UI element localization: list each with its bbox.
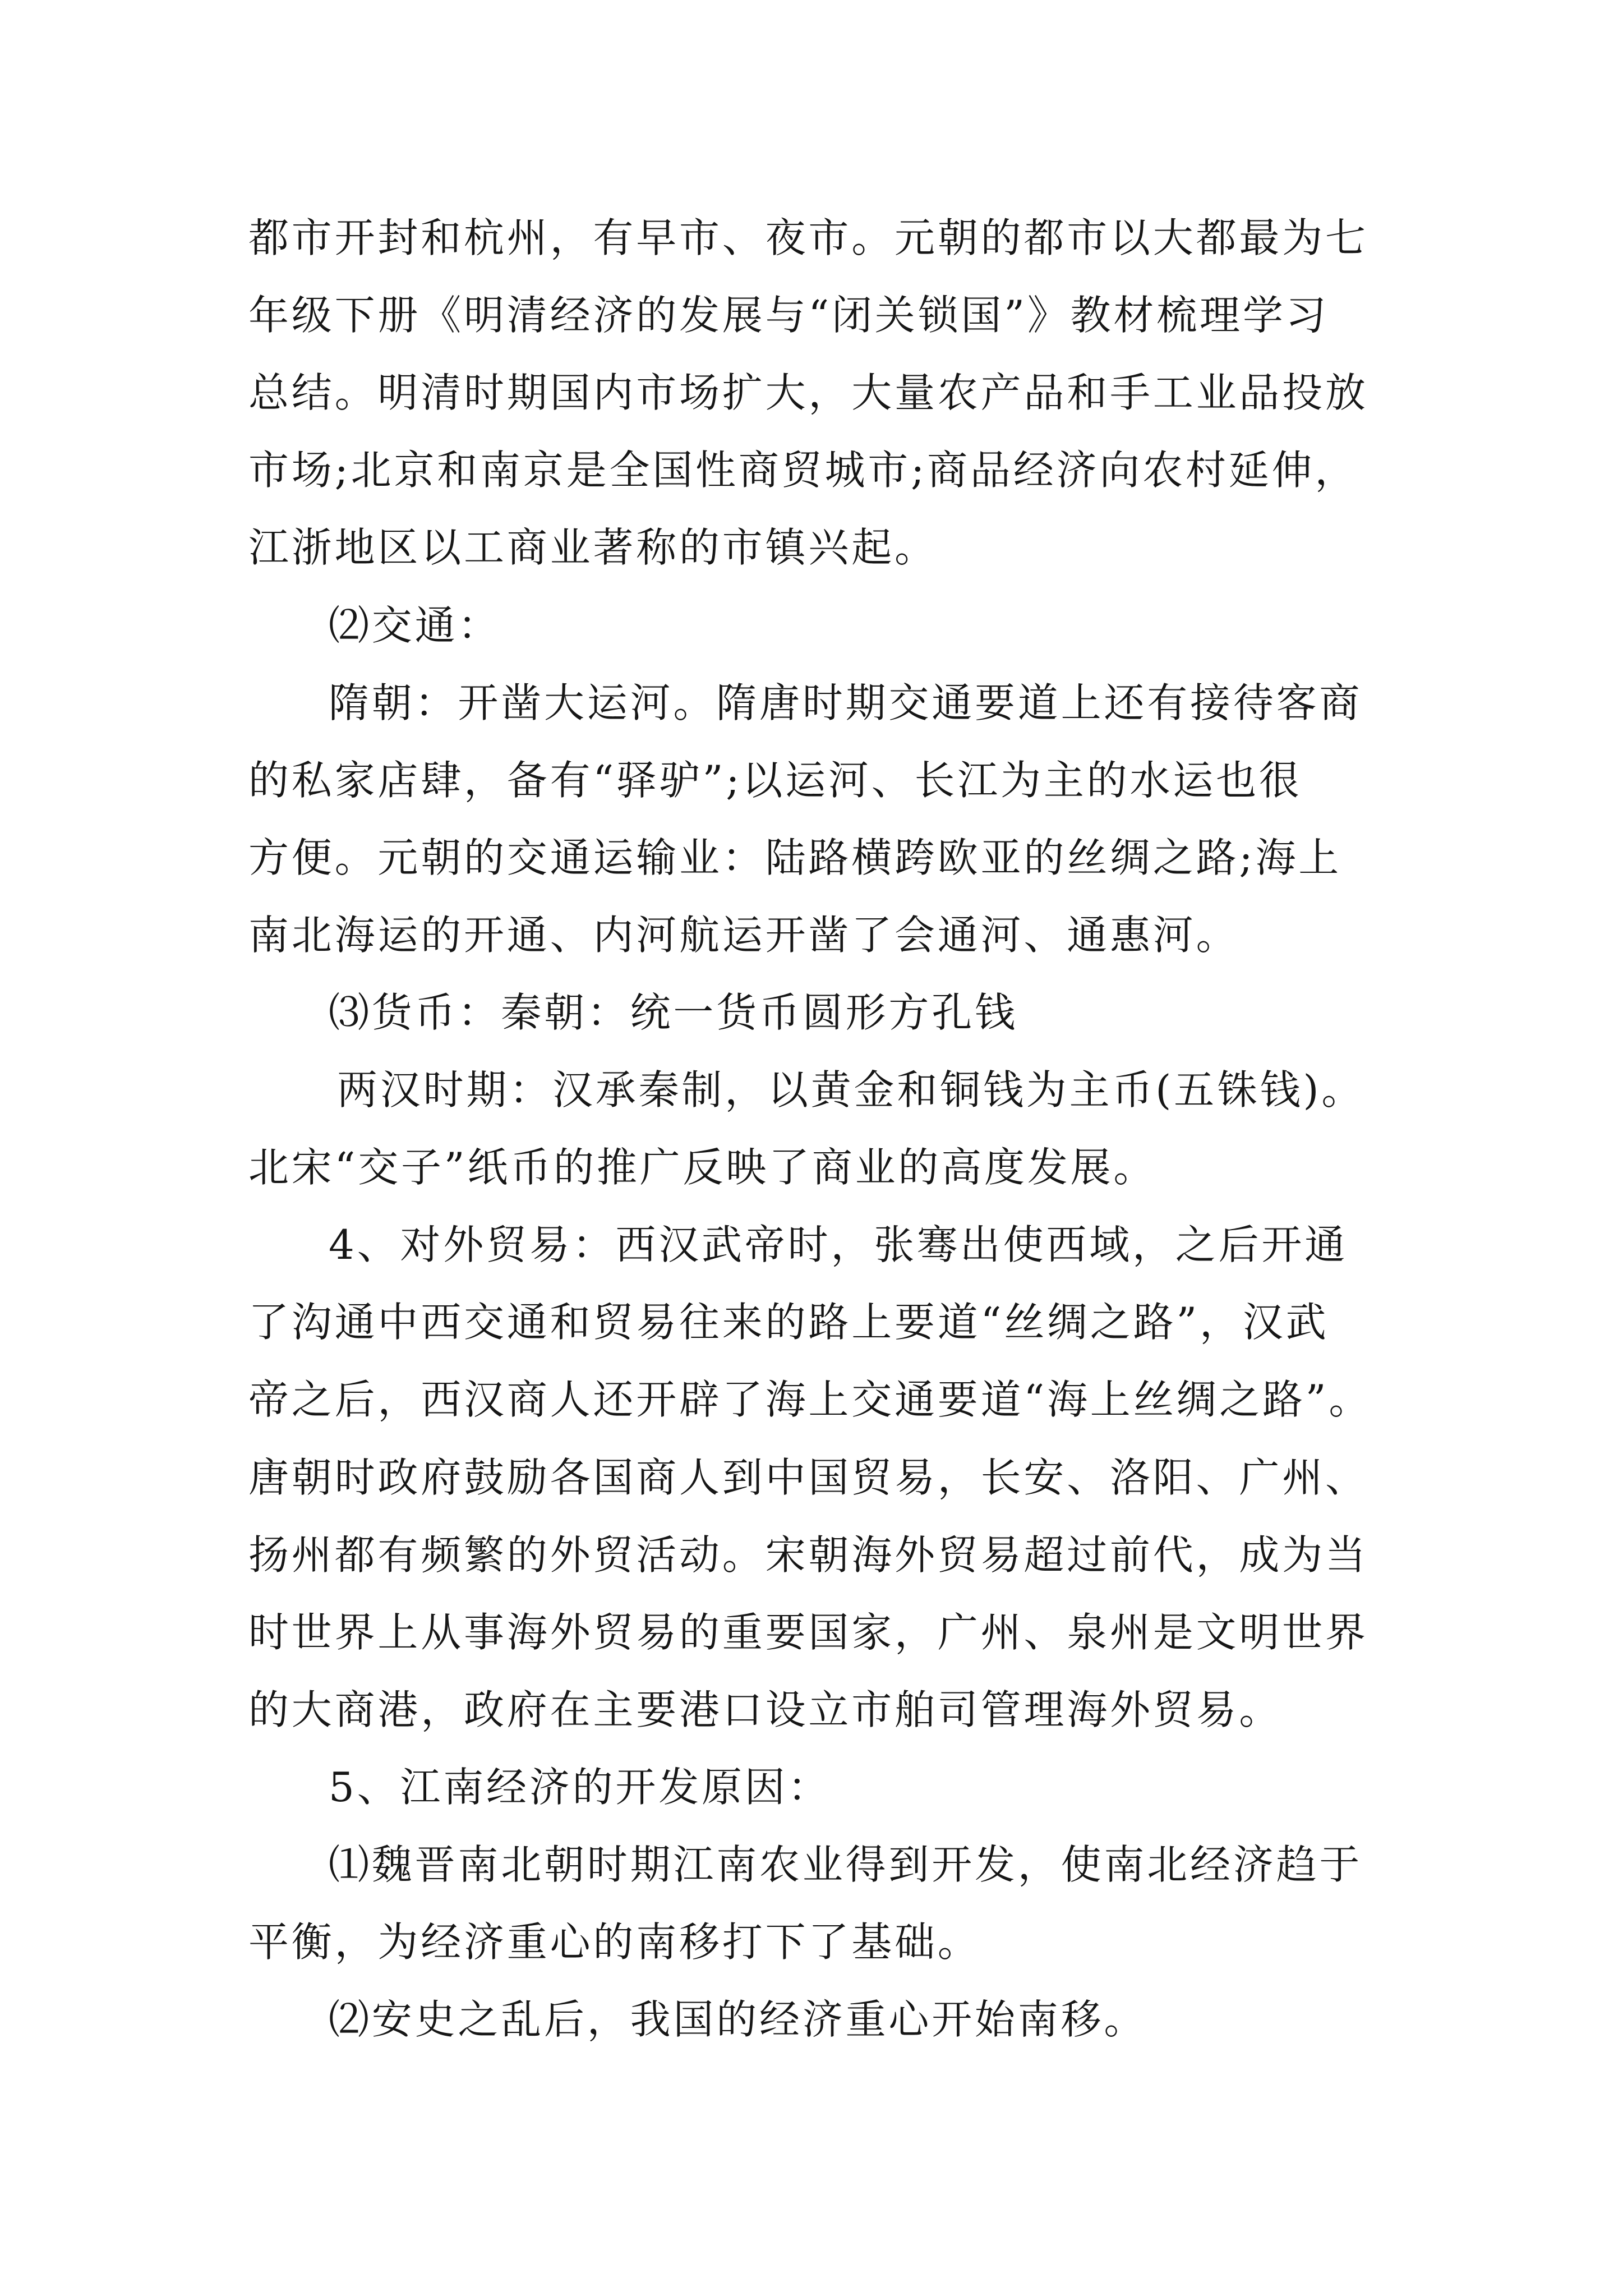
section-heading: ⑵安史之乱后，我国的经济重心开始南移。: [329, 1996, 1147, 2043]
text-line: 隋朝：开凿大运河。隋唐时期交通要道上还有接待客商: [329, 679, 1363, 726]
section-heading: 5、江南经济的开发原因：: [329, 1764, 831, 1811]
text-line: 总结。明清时期国内市场扩大，大量农产品和手工业品投放: [248, 369, 1368, 416]
text-line: 扬州都有频繁的外贸活动。宋朝海外贸易超过前代，成为当: [248, 1531, 1368, 1579]
text-line: 的大商港，政府在主要港口设立市舶司管理海外贸易。: [248, 1686, 1283, 1733]
text-line: 方便。元朝的交通运输业：陆路横跨欧亚的丝绸之路;海上: [248, 834, 1342, 881]
text-line: 时世界上从事海外贸易的重要国家，广州、泉州是文明世界: [248, 1609, 1368, 1656]
section-heading: 4、对外贸易：西汉武帝时，张骞出使西域，之后开通: [329, 1221, 1348, 1268]
text-line: 年级下册《明清经济的发展与“闭关锁国”》教材梳理学习: [248, 292, 1329, 339]
text-line: 了沟通中西交通和贸易往来的路上要道“丝绸之路”，汉武: [248, 1299, 1329, 1346]
text-line: 帝之后，西汉商人还开辟了海上交通要道“海上丝绸之路”。: [248, 1376, 1372, 1423]
text-line: 南北海运的开通、内河航运开凿了会通河、通惠河。: [248, 912, 1239, 959]
section-heading: ⑵交通：: [329, 602, 501, 649]
text-line: 两汉时期：汉承秦制，以黄金和铜钱为主币(五铢钱)。: [337, 1066, 1365, 1114]
text-line: 北宋“交子”纸币的推广反映了商业的高度发展。: [248, 1144, 1157, 1191]
text-line: 市场;北京和南京是全国性商贸城市;商品经济向农村延伸，: [248, 447, 1358, 494]
text-line: 的私家店肆，备有“驿驴”;以运河、长江为主的水运也很: [248, 757, 1302, 804]
text-line: 都市开封和杭州，有早市、夜市。元朝的都市以大都最为七: [248, 214, 1368, 261]
text-line: 江浙地区以工商业著称的市镇兴起。: [248, 524, 938, 571]
section-heading: ⑶货币：秦朝：统一货币圆形方孔钱: [329, 989, 1018, 1036]
section-heading: ⑴魏晋南北朝时期江南农业得到开发，使南北经济趋于: [329, 1841, 1363, 1888]
text-line: 平衡，为经济重心的南移打下了基础。: [248, 1918, 981, 1966]
text-line: 唐朝时政府鼓励各国商人到中国贸易，长安、洛阳、广州、: [248, 1454, 1368, 1501]
